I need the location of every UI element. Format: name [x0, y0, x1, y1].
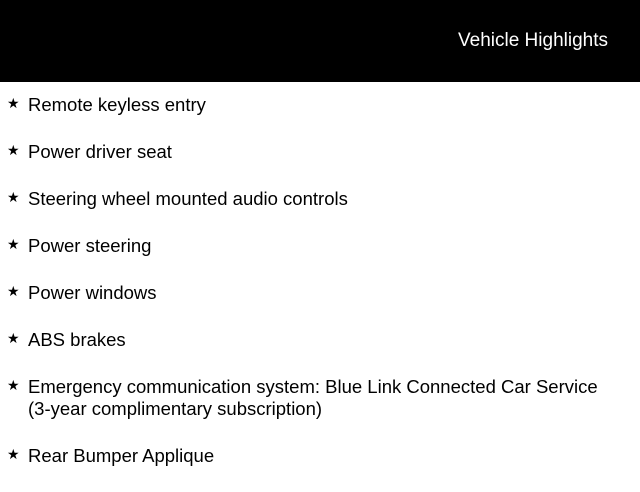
highlight-label: Power steering: [28, 235, 152, 256]
list-item: [0, 329, 640, 351]
list-item: [0, 376, 640, 420]
highlight-label: Power windows: [28, 282, 157, 303]
list-item: [0, 235, 640, 257]
star-icon: ★: [7, 190, 20, 206]
highlight-label: Rear Bumper Applique: [28, 445, 215, 466]
highlight-label: Power driver seat: [28, 141, 172, 162]
star-icon: ★: [7, 143, 20, 159]
list-item: [0, 94, 640, 116]
highlights-list: [0, 94, 640, 492]
star-icon: ★: [7, 237, 20, 253]
page-title: Vehicle Highlights: [458, 30, 608, 51]
star-icon: ★: [7, 331, 20, 347]
star-icon: ★: [7, 378, 20, 394]
star-icon: ★: [7, 284, 20, 300]
highlight-label: Steering wheel mounted audio controls: [28, 188, 348, 209]
list-item: [0, 282, 640, 304]
list-item: [0, 188, 640, 210]
list-item: [0, 141, 640, 163]
highlights-header: [0, 0, 640, 82]
star-icon: ★: [7, 447, 20, 463]
highlight-label: Remote keyless entry: [28, 94, 206, 115]
highlight-label: ABS brakes: [28, 329, 126, 350]
star-icon: ★: [7, 96, 20, 112]
highlight-label: Emergency communication system: Blue Link Connected Car Service (3-year complimentary subscription): [28, 376, 598, 419]
list-item: [0, 445, 640, 467]
